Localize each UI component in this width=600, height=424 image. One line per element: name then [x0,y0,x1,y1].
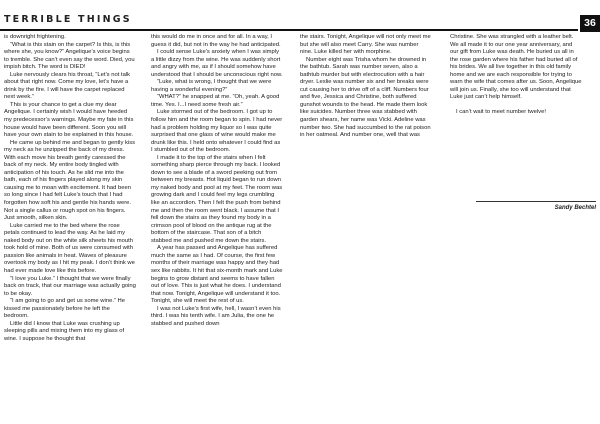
text-column-4 [450,34,582,117]
paragraph: He came up behind me and began to gently kiss my neck as he unzipped the back of my dress. With each move his breath gently caressed the back of my neck. My entire body tingled with anticipation of his touch. As he slid me into the bath, each of his fingers played along my skin causing me to moan with excitement. It had been so long since I had felt Luke’s touch that I had forgotten how soft his and gentle his hands were. Not a single callus or rough spot on his fingers. Just smooth, silken skin. [4,139,136,222]
paragraph: Little did I know that Luke was crushing up sleeping pills and mixing them into my glass of wine. I suppose he thought that [4,320,125,342]
header-divider [0,29,578,31]
paragraph: A year has passed and Angelique has suffered much the same as I had. Of course, the first few months of their marriage was happy and they had sex like rabbits. It hit that six-month mark and Luke begins to grow distant and seems to have fallen out of love. This is just what he does. I understand that now. Tonight, Angelique will understand it too. Tonight, she will meet the rest of us. [151,245,283,305]
paragraph: is downright frightening. [4,34,66,40]
paragraph: Number eight was Trisha whom he drowned in the bathtub. Sarah was number seven, also a bathtub murder but with electrocution with a hair dryer. Leslie was number six and her breaks were cut causing her to drive off of a cliff. Numbers four and five, Jessica and Christine, both suffered gunshot wounds to the head. He made them look like suicides. Number three was stabbed with garden shears, her name was Vicki. Adeline was number two. She had succumbed to the rat poison in her oatmeal. And number one, well that was [300,56,431,139]
closing-line: I can’t wait to meet number twelve! [456,109,546,116]
paragraph: This is your chance to get a clue my dear Angelique. I certainly wish I would have heeded my predecessor’s warnings. Maybe my fate in this house would have been different. Soon you will have your own stain to be explained in this house. [4,101,134,139]
paragraph: Luke stormed out of the bedroom. I got up to follow him and the room began to spin. I had never had a problem holding my liquor so I was quite surprised that one glass of wine would make me drunk like this. I held onto whatever I could find as I stumbled out of the bedroom. [151,109,283,154]
text-column-3 [300,34,432,140]
paragraph: Luke carried me to the bed where the rose petals continued to lead the way. As he laid my naked body out on the white silk sheets his mouth took hold of mine. Both of us were consumed with passion like animals in heat. Waves of pleasure overtook my body as I hit my peak. I don’t think we had ever made love like this before. [4,222,135,274]
paragraph: this would do me in once and for all. In a way, I guess it did, but not in the way he had anticipated. [151,34,281,48]
paragraph: Luke nervously clears his throat, “Let’s not talk about that right now. Come my love, let’s have a drink by the fire. I will have the carpet replaced next week.” [4,71,131,101]
paragraph: Christine. She was strangled with a leather belt. We all made it to our one year anniversary, and our gift from Luke was death. He buried us all in the rose garden where his father had buried all of his brides. We all live together in this old family home and we are each responsible for trying to warn the wife that comes after us. Soon, Angelique will join us. Finally, she too will understand that Luke just can’t help himself. [450,34,582,101]
author-byline: Sandy Bechtel [554,205,596,211]
text-column-2 [151,34,283,328]
paragraph: I was not Luke’s first wife, hell, I wasn’t even his third. I was his tenth wife. I am Julia, the one he stabbed and pushed down [151,305,281,327]
author-divider [476,201,596,202]
paragraph: “I am going to go and get us some wine.” He kissed me passionately before he left the bedroom. [4,298,125,320]
paragraph: I made it to the top of the stairs when I felt something sharp pierce through my back. I looked down to see a blade of a sword peeking out from between my breasts. Hot liquid began to run down my naked body and pool at my feet. The room was growing dark and I could feel my legs crumbling like an accordion. Then I felt the push from behind me and then the room went black. I assume that I fell down the stairs as they found my body in a crimson pool of blood on the antique rug at the bottom of the staircase. That son of a bitch stabbed me and pushed me down the stairs. [151,154,283,244]
magazine-title: TERRIBLE THINGS [4,14,132,25]
paragraph: “I love you Luke.” I thought that we were finally back on track, that our marriage was actually going to be okay. [4,275,136,297]
paragraph: “WHAT?” he snapped at me. “Oh, yeah. A good time. Yes. I...I need some fresh air.” [151,94,280,108]
paragraph: “What is this stain on the carpet? Is this, is this where she, you know?” Angelique’s voice begins to tremble. She can’t even say the word. Died, you impish bitch. The word is DIED! [4,41,135,71]
page-header [0,0,600,32]
paragraph: I could sense Luke’s anxiety when I was simply a little dizzy from the wine. He was suddenly short and angry with me, as if I should somehow have understood that I should be unconscious right now. [151,49,283,78]
paragraph: the stairs. Tonight, Angelique will not only meet me but she will also meet Carry. She was number nine. Luke killed her with morphine. [300,34,431,56]
page-number-badge: 36 [580,15,600,32]
text-column-1 [4,34,136,343]
paragraph: “Luke, what is wrong, I thought that we were having a wonderful evening?” [151,79,272,93]
